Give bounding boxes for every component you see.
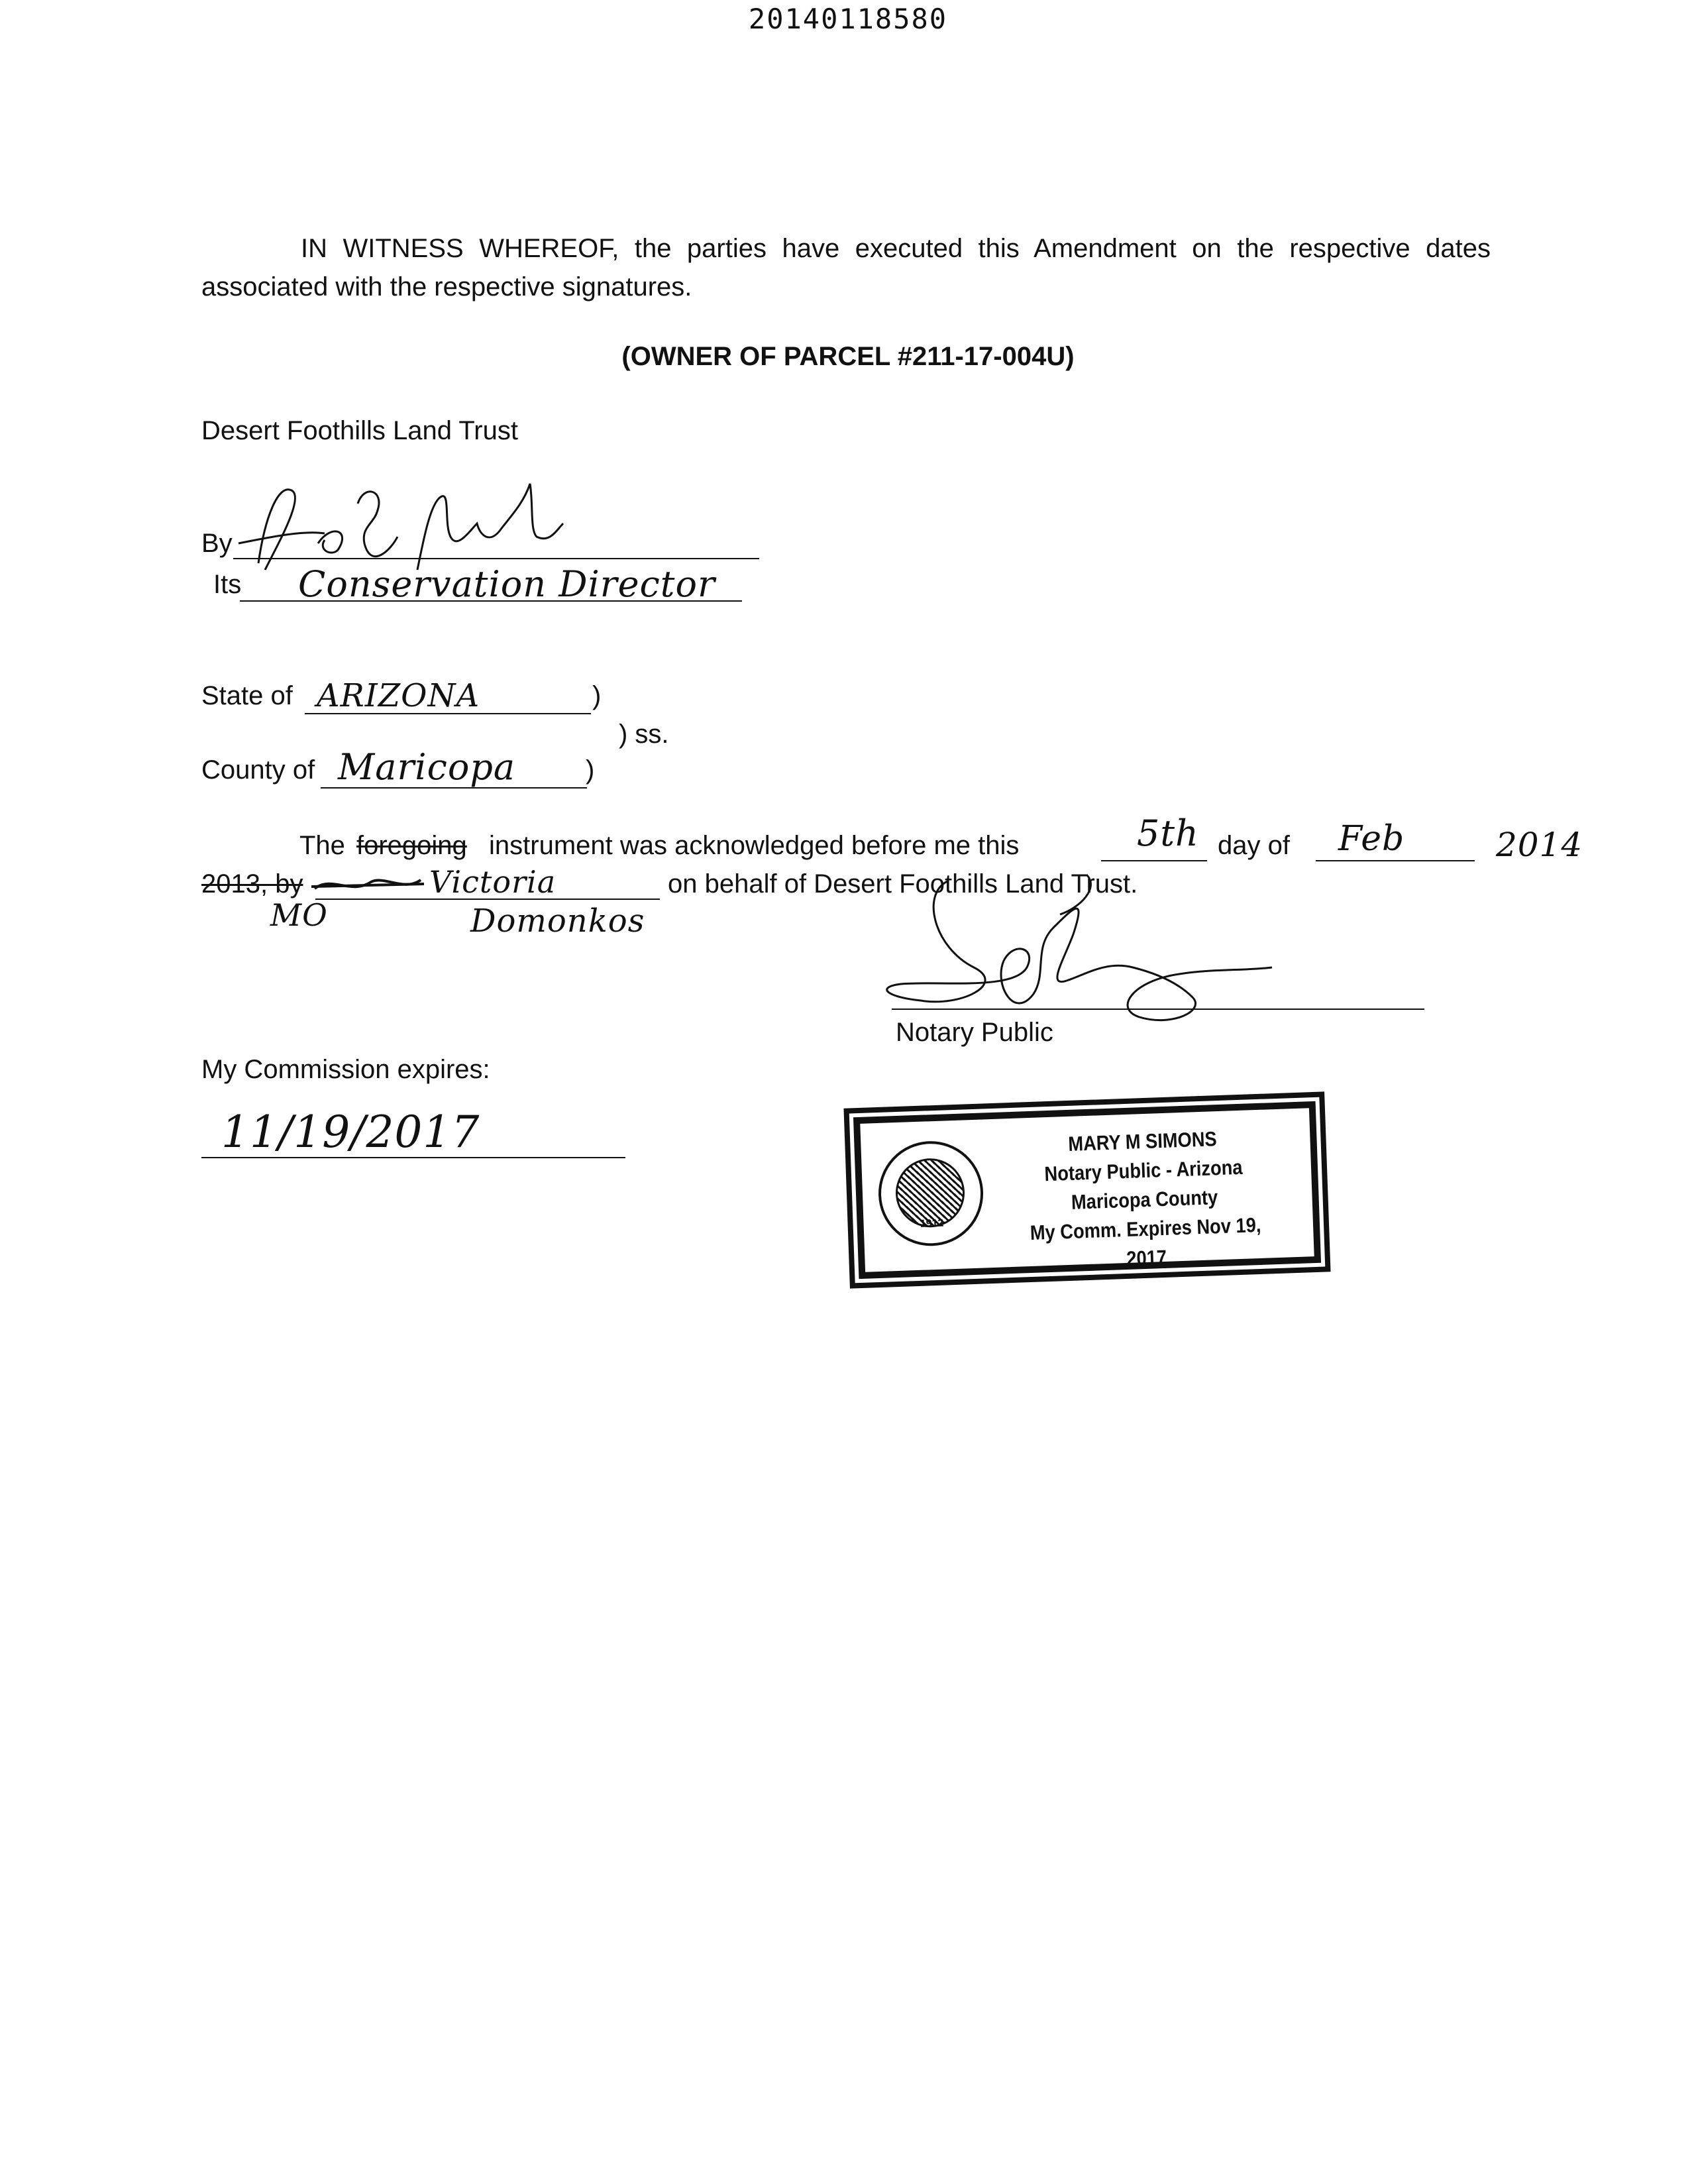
notary-stamp (853, 1101, 1321, 1279)
stamp-text (1005, 1122, 1284, 1278)
parcel-heading: (OWNER OF PARCEL #211-17-004U) (621, 342, 1075, 371)
stamp-expiry: My Comm. Expires Nov 19, 2017 (1030, 1213, 1261, 1270)
ack-day-handwritten: 5th (1137, 812, 1199, 854)
county-paren: ) (586, 755, 595, 785)
ack-person-surname-handwritten: Domonkos (470, 902, 645, 940)
organization-name: Desert Foothills Land Trust (201, 416, 518, 445)
its-value-handwritten: Conservation Director (298, 563, 716, 605)
notary-signature-line (892, 1009, 1424, 1010)
ack-struck-scribble (311, 872, 424, 899)
ack-foregoing-struck: foregoing (356, 831, 467, 860)
ack-month-line (1316, 860, 1475, 861)
commission-label: My Commission expires: (201, 1055, 490, 1084)
county-label: County of (201, 755, 315, 785)
seal-year: 1912 (920, 1217, 944, 1230)
ss-label: ) ss. (619, 720, 669, 749)
commission-value-handwritten: 11/19/2017 (221, 1107, 480, 1158)
state-value-handwritten: ARIZONA (317, 677, 480, 714)
state-paren: ) (592, 681, 602, 710)
stamp-title: Notary Public - Arizona (1043, 1155, 1244, 1186)
arizona-seal-icon (876, 1140, 984, 1248)
ack-day-line (1101, 860, 1207, 861)
recording-number: 20140118580 (748, 3, 948, 35)
ack-text: instrument was acknowledged before me this (489, 831, 1020, 860)
notary-public-label: Notary Public (896, 1018, 1053, 1047)
ack-month-handwritten: Feb (1338, 819, 1405, 859)
ack-person-handwritten: Victoria (429, 864, 556, 900)
stamp-name: MARY M SIMONS (1067, 1127, 1218, 1156)
ack-initials-handwritten: MO (270, 897, 328, 933)
stamp-county: Maricopa County (1071, 1185, 1218, 1214)
ack-year-handwritten: 2014 (1496, 826, 1583, 864)
ack-the: The (299, 831, 345, 860)
county-value-handwritten: Maricopa (338, 746, 516, 788)
ack-struck-year: 2013, by (201, 869, 303, 899)
witness-paragraph: IN WITNESS WHEREOF, the parties have executed this Amendment on the respective dates associated with the respective signatures. (201, 234, 1491, 301)
ack-day-of: day of (1218, 831, 1290, 860)
state-label: State of (201, 681, 293, 710)
its-label: Its (213, 570, 242, 599)
by-label: By (201, 529, 233, 558)
ack-behalf: on behalf of Desert Foothills Land Trust. (668, 869, 1138, 899)
